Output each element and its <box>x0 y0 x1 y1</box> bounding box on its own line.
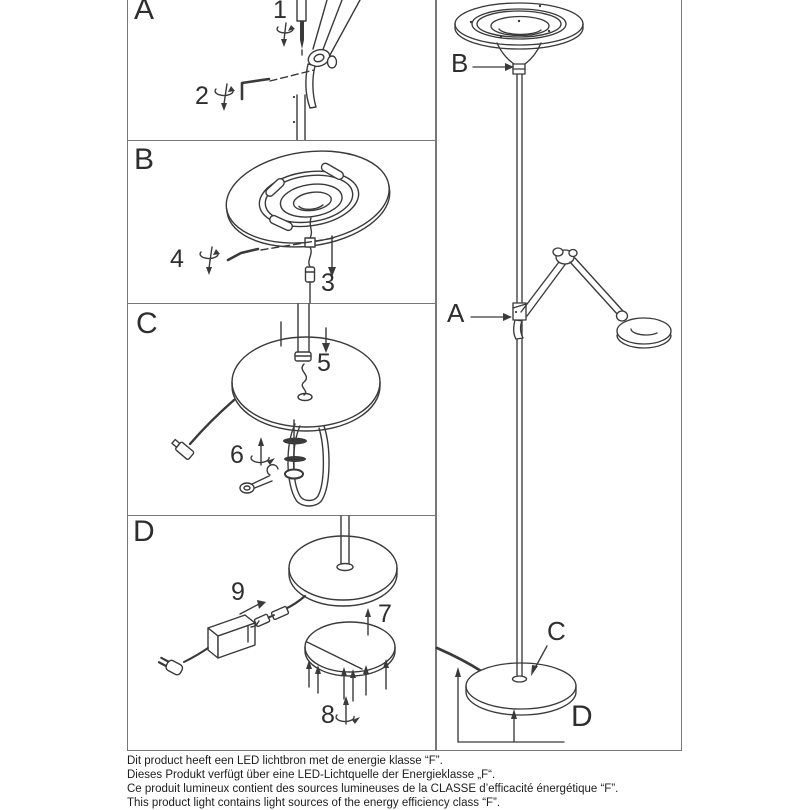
notice-line-english: This product light contains light sources of the energy efficiency class “F”. <box>127 797 501 809</box>
washer <box>284 456 306 462</box>
notice-line-dutch: Dit product heeft een LED lichtbron met de energie klasse “F”. <box>127 755 443 767</box>
assembly-step-panel-c <box>127 303 436 516</box>
reading-arm <box>513 248 671 348</box>
notice-line-german: Dieses Produkt verfügt über eine LED-Lichtquelle der Energieklasse „F“. <box>127 769 496 781</box>
cable-connector <box>271 606 289 620</box>
assembled-lamp-overview-panel <box>436 0 682 751</box>
nut-ring <box>285 470 303 479</box>
overview-label-a: A <box>447 298 465 328</box>
wrench-icon <box>240 465 278 493</box>
rotate-arrow-icon <box>251 437 275 465</box>
assembly-step-panel-b <box>127 140 436 304</box>
step-number-4: 4 <box>170 245 184 273</box>
lamp-base <box>466 663 576 709</box>
energy-class-notice <box>127 754 727 810</box>
label-b-arrow <box>473 63 514 71</box>
power-adapter-icon <box>208 615 255 658</box>
step-number-8: 8 <box>321 701 335 729</box>
uplighter-head <box>455 3 583 74</box>
panel-d-drawing <box>128 516 434 749</box>
panel-label-c: C <box>136 307 158 340</box>
plug-piece <box>306 267 315 282</box>
overview-label-b: B <box>451 48 469 78</box>
mains-plug-icon <box>158 655 184 676</box>
clamp-lever <box>306 64 316 108</box>
step-number-3: 3 <box>321 269 335 297</box>
step-number-9: 9 <box>231 578 245 606</box>
washer <box>283 438 307 445</box>
overview-label-c: C <box>547 616 566 646</box>
rotate-arrow-icon <box>215 84 235 111</box>
step-number-2: 2 <box>195 82 209 110</box>
panel-label-a: A <box>134 0 155 26</box>
panel-c-drawing <box>128 304 434 515</box>
rotate-arrow-icon <box>200 247 220 275</box>
dc-plug-icon <box>170 438 194 460</box>
allen-key-icon <box>228 249 258 260</box>
panel-b-drawing <box>128 141 434 303</box>
step-number-7: 7 <box>378 600 392 628</box>
step-number-5: 5 <box>317 349 331 377</box>
lamp-pole <box>517 74 522 678</box>
power-cable <box>190 400 234 444</box>
step-number-1: 1 <box>273 0 287 24</box>
panel-label-d: D <box>133 515 155 548</box>
label-a-arrow <box>471 313 512 321</box>
rotate-arrow-icon <box>336 696 360 724</box>
power-cable <box>437 648 481 671</box>
screw-icon <box>297 0 306 55</box>
assembly-step-panel-d <box>127 515 436 751</box>
rotate-arrow-icon <box>277 23 295 47</box>
overview-label-d: D <box>571 700 593 733</box>
base-plate <box>232 337 380 427</box>
reading-head <box>617 318 671 344</box>
panel-label-b: B <box>134 143 155 176</box>
step-number-6: 6 <box>230 441 244 469</box>
notice-line-french: Ce produit lumineux contient des sources lumineuses de la CLASSE d’efficacité énergétique “F”. <box>127 783 619 795</box>
assembly-step-panel-a <box>127 0 436 141</box>
allen-key-icon <box>242 79 269 99</box>
